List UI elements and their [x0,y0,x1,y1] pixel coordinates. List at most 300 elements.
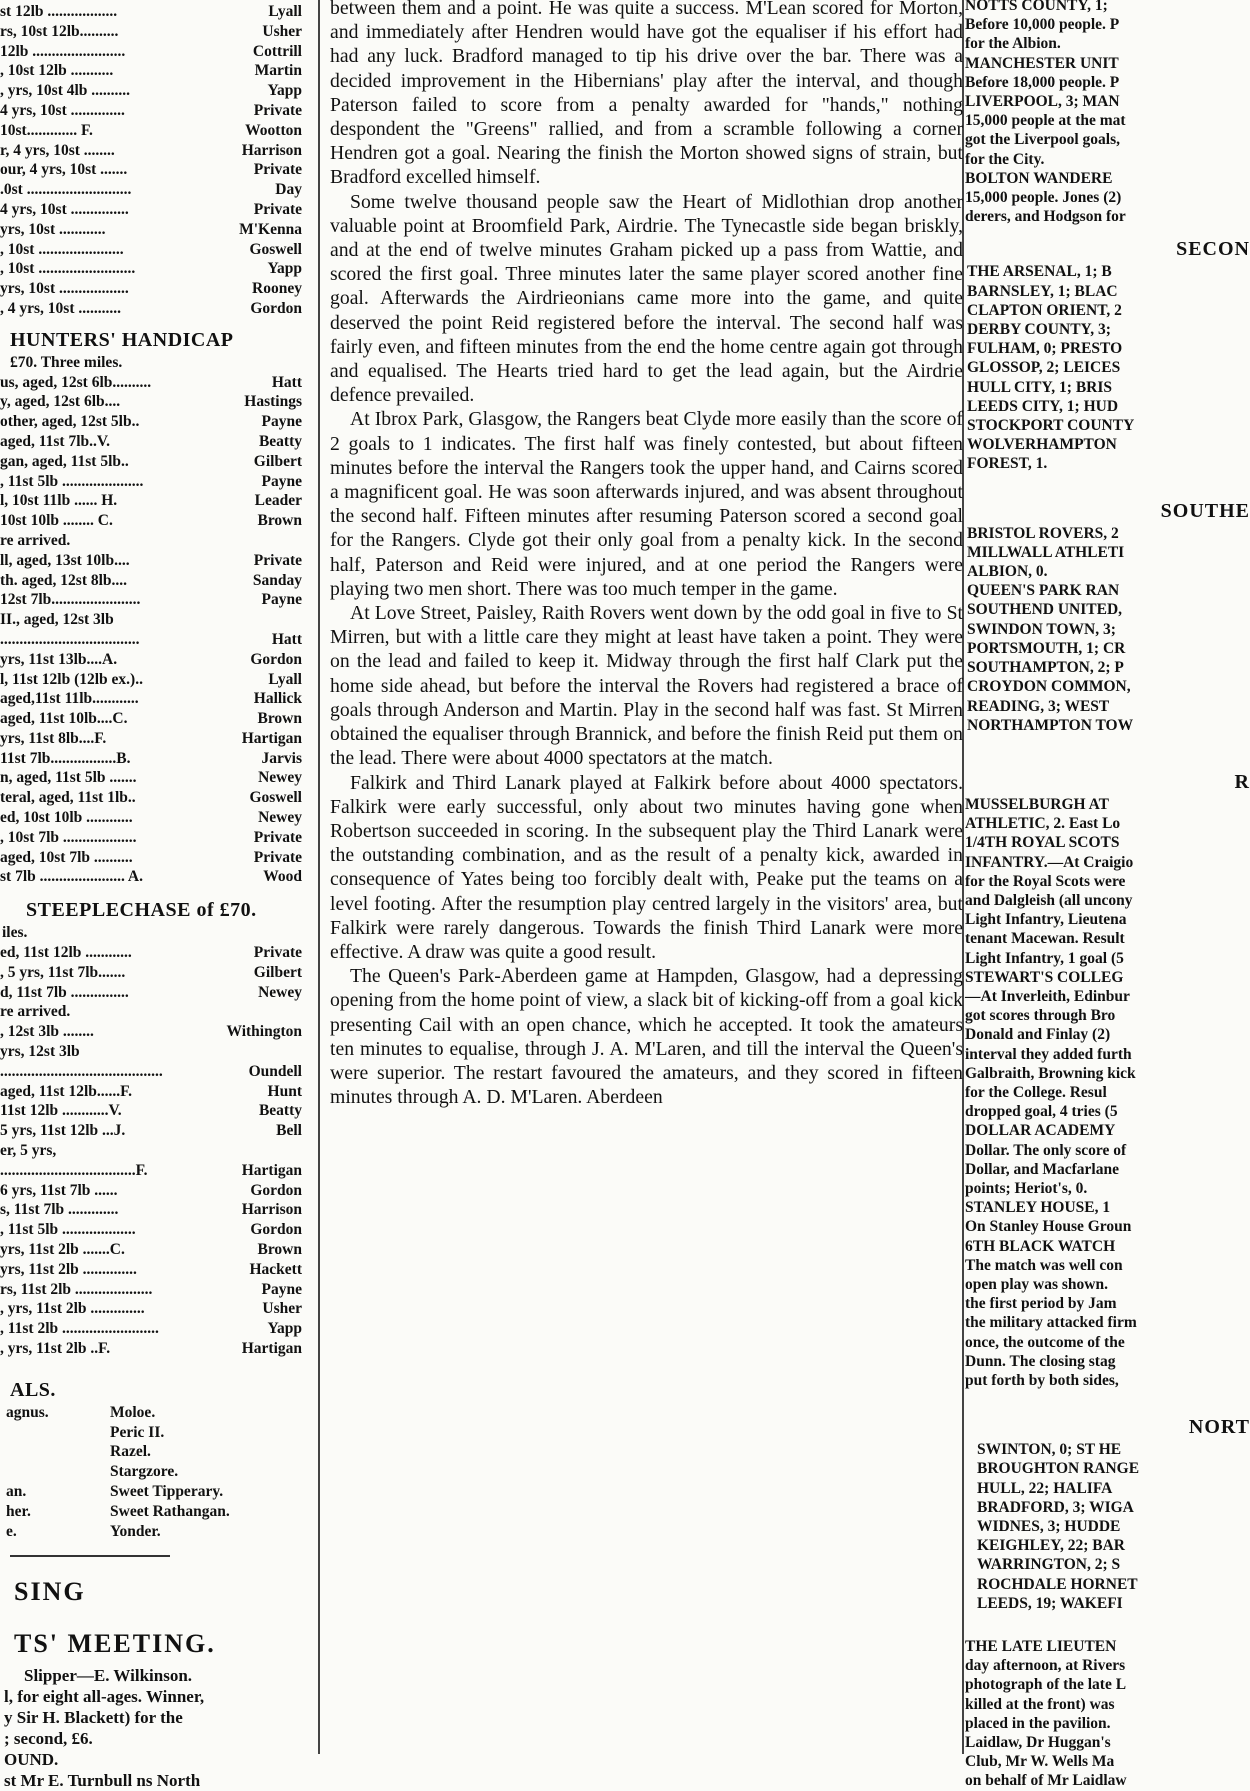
result-line: and Dalgleish (all uncony [965,891,1133,909]
entry-horse: re arrived. [0,531,71,549]
entry-row [0,240,310,260]
entry-row [0,670,310,690]
result-line: the first period by Jam [965,1295,1117,1313]
entry-row [0,1240,310,1260]
hunters-handicap-title: HUNTERS' HANDICAP [10,328,234,351]
column-rule-left [318,0,320,1754]
entry-row [0,180,310,200]
steeplechase-sub: iles. [2,924,28,942]
als-row [0,1423,310,1443]
entry-horse: us, aged, 12st 6lb.......... [0,373,152,391]
entry-rider: Jarvis [261,749,302,767]
rugby-heading: R [1234,770,1250,793]
result-line: points; Heriot's, 0. [965,1179,1088,1197]
entry-row [0,808,310,828]
entry-horse: er, 5 yrs, [0,1142,57,1160]
result-line: FOREST, 1. [967,455,1048,473]
result-line: dropped goal, 4 tries (5 [965,1103,1118,1121]
result-line: STANLEY HOUSE, 1 [965,1199,1111,1217]
entry-row [0,1260,310,1280]
entry-rider: Goswell [249,240,302,258]
entry-row [0,220,310,240]
entry-rider: Hartigan [241,1161,302,1179]
entry-row [0,749,310,769]
entry-rider: Gordon [250,1221,302,1239]
entry-rider: Yapp [267,1320,302,1338]
entry-row [0,610,310,630]
entry-rider: Day [275,181,302,199]
entry-horse: , 10st 12lb ........... [0,62,114,80]
entry-rider: Payne [261,1280,302,1298]
meeting-line: ; second, £6. [4,1729,93,1749]
als-row [0,1403,310,1423]
entry-row [0,1042,310,1062]
result-line: LEEDS, 19; WAKEFI [977,1594,1123,1612]
result-line: PORTSMOUTH, 1; CR [967,639,1126,657]
als-left [0,1462,110,1482]
meeting-line: l, for eight all-ages. Winner, [4,1687,205,1707]
als-right: Sweet Rathangan. [110,1502,230,1520]
result-line: put forth by both sides, [965,1372,1119,1389]
als-row [0,1522,310,1542]
entry-horse: yrs, 11st 2lb .......C. [0,1241,125,1259]
entry-rider: Gordon [250,650,302,668]
entry-horse: y, aged, 12st 6lb.... [0,393,121,411]
result-line: INFANTRY.—At Craigio [965,853,1134,871]
entry-rider: Usher [262,22,302,40]
entry-horse: .0st ........................... [0,181,132,199]
entry-horse: yrs, 11st 2lb .............. [0,1260,137,1278]
als-row [0,1482,310,1502]
entry-rider: Payne [261,591,302,609]
entry-rider: Newey [258,983,302,1001]
entry-rider: Sanday [252,571,302,589]
entry-rider [298,610,302,630]
entry-horse: 12st 7lb....................... [0,591,141,609]
result-line: LIVERPOOL, 3; MAN [965,93,1120,111]
result-line: ATHLETIC, 2. East Lo [965,815,1121,833]
entry-rider: Wood [263,868,302,886]
entry-row [0,42,310,62]
entry-rider: Hallick [253,690,302,708]
entries-block-3 [0,943,310,1359]
result-line: Dunn. The closing stag [965,1352,1116,1370]
result-line: Before 10,000 people. P [965,16,1120,34]
entries-block-2 [0,373,310,888]
entry-row [0,1161,310,1181]
result-line: Light Infantry, Lieutena [965,911,1127,929]
entry-horse: ed, 10st 10lb ............ [0,809,133,827]
steeplechase-title: STEEPLECHASE of £70. [26,899,257,922]
southern-league-results [965,524,1250,735]
entry-horse: st 12lb .................. [0,3,118,20]
als-row [0,1502,310,1522]
meeting-heading: TS' MEETING. [14,1629,216,1659]
als-right: Yonder. [110,1522,161,1540]
entry-row [0,61,310,81]
entry-rider: Harrison [241,141,302,159]
result-line: the military attacked firm [965,1314,1137,1332]
result-line: MANCHESTER UNIT [965,54,1119,72]
entry-row [0,1299,310,1319]
entry-horse: r, 4 yrs, 10st ........ [0,141,115,159]
meeting-line: st Mr E. Turnbull ns North [4,1771,201,1791]
entry-rider: Hunt [267,1082,302,1100]
result-line: HULL CITY, 1; BRIS [967,378,1113,396]
article-paragraph: Falkirk and Third Lanark played at Falkirk before about 4000 spectators. Falkirk were early successful, only about two minutes having gone when Robertson succeeded in scoring. In the subsequent play the Third Lanark were the outstanding combination, and as the result of a penalty kick, awarded in consequence of Yates being too forcibly dealt with, Peake put the teams on a level footing. After the resumption play centred largely in the visitors' area, but Falkirk were rarely dangerous. Towards the finish Third Lanark were more effective. A draw was quite a good result. [330,771,963,963]
entry-row [0,101,310,121]
entries-block-1 [0,2,310,319]
entry-horse: aged,11st 11lb............ [0,690,139,708]
entry-row [0,689,310,709]
result-line: SOUTHAMPTON, 2; P [967,659,1124,677]
result-line: NORTHAMPTON TOW [967,716,1134,734]
entry-rider: Wootton [245,121,302,139]
entry-rider: Yapp [267,82,302,100]
entry-horse: th. aged, 12st 8lb.... [0,571,128,589]
divider [10,1555,170,1557]
entry-row [0,1082,310,1102]
entry-rider: Hartigan [241,1340,302,1357]
entry-horse: ll, aged, 13st 10lb.... [0,551,130,569]
result-line: 15,000 people at the mat [965,112,1126,130]
entry-horse: 5 yrs, 11st 12lb ...J. [0,1122,126,1140]
entry-rider: Private [253,944,302,962]
entry-row [0,200,310,220]
entry-row [0,867,310,887]
entry-horse: , 11st 5lb ..................... [0,472,144,490]
entry-row [0,729,310,749]
entry-rider: M'Kenna [239,220,302,238]
entry-row [0,392,310,412]
entry-horse: aged, 11st 7lb..V. [0,432,110,450]
als-left: agnus. [6,1403,49,1421]
entry-row [0,22,310,42]
entry-horse: , yrs, 11st 2lb ..F. [0,1340,111,1357]
entry-rider: Hackett [249,1260,302,1278]
result-line: THE ARSENAL, 1; B [967,263,1112,281]
result-line: ROCHDALE HORNET [977,1575,1138,1593]
entry-row [0,630,310,650]
entry-horse: , 10st ......................... [0,260,136,278]
als-title: ALS. [10,1378,56,1401]
result-line: STEWART'S COLLEG [965,968,1124,986]
result-line: interval they added furth [965,1045,1132,1063]
als-right: Sweet Tipperary. [110,1482,224,1500]
result-line: BRADFORD, 3; WIGA [977,1498,1134,1516]
result-line: BARNSLEY, 1; BLAC [967,282,1118,300]
result-line: DERBY COUNTY, 3; [967,321,1111,339]
als-right: Peric II. [110,1423,165,1441]
entry-row [0,491,310,511]
result-line: got scores through Bro [965,1007,1116,1025]
article-paragraph: Some twelve thousand people saw the Heart of Midlothian drop another valuable point at Broomfield Park, Airdrie. The Tynecastle side began briskly, and at the end of twelve minutes Graham picked up a pass from Wattie, and scored the first goal. Three minutes later the same player scored another fine goal. Afterwards the Airdrieonians came more into the game, and quite deserved the point Reid registered before the interval. The second half was fairly even, and fifteen minutes from the end the home centre again got through and equalised. The Hearts tried hard to get the lead again, but the Airdrie defence prevailed. [330,190,963,407]
entry-row [0,788,310,808]
entry-horse: aged, 11st 12lb......F. [0,1082,133,1100]
entry-rider: Private [253,551,302,569]
entry-horse: yrs, 11st 8lb....F. [0,729,107,747]
als-left: an. [6,1482,27,1500]
meeting-line: y Sir H. Blackett) for the [4,1708,183,1728]
entry-horse: rs, 10st 12lb.......... [0,22,119,40]
entry-rider: Cottrill [252,42,302,60]
entry-horse: re arrived. [0,1003,71,1021]
entry-row [0,160,310,180]
result-line: CROYDON COMMON, [967,678,1131,696]
entry-horse: 11st 7lb.................B. [0,749,131,767]
entry-horse: 6 yrs, 11st 7lb ...... [0,1181,118,1199]
entry-horse: ed, 11st 12lb ............ [0,944,132,962]
entry-horse: 10st............. F. [0,121,93,139]
entry-horse: l, 10st 11lb ...... H. [0,492,118,510]
entry-row [0,1220,310,1240]
entry-rider: Goswell [249,789,302,807]
result-line: On Stanley House Groun [965,1218,1132,1236]
entry-rider: Hatt [271,630,302,648]
southern-league-heading: SOUTHE [1160,499,1250,522]
entry-rider: Private [253,161,302,179]
entry-horse: .......................................... [0,1062,163,1080]
entry-rider: Lyall [268,670,302,688]
als-row [0,1462,310,1482]
result-line: WARRINGTON, 2; S [977,1556,1121,1574]
entry-row [0,1141,310,1161]
entry-row [0,472,310,492]
result-line: THE LATE LIEUTEN [965,1638,1117,1656]
result-line: photograph of the late L [965,1676,1127,1694]
entry-horse: 4 yrs, 10st ............... [0,200,129,218]
entry-horse: , 10st 7lb ................... [0,828,137,846]
entry-row [0,571,310,591]
entry-rider [298,1002,302,1022]
result-line: BOLTON WANDERE [965,169,1113,187]
entry-horse: ...................................F. [0,1161,148,1179]
result-line: BRISTOL ROVERS, 2 [967,524,1119,542]
entry-rider: Hastings [244,393,302,411]
entry-rider: Brown [257,512,302,530]
entry-horse: II., aged, 12st 3lb [0,611,114,629]
entry-row [0,1319,310,1339]
result-line: Laidlaw, Dr Huggan's [965,1734,1111,1752]
rugby-reports [965,795,1250,1390]
result-line: Club, Mr W. Wells Ma [965,1753,1115,1771]
entry-horse: yrs, 11st 13lb....A. [0,650,118,668]
entry-rider: Hatt [271,373,302,391]
entry-horse: l, 11st 12lb (12lb ex.).. [0,670,143,688]
result-line: HULL, 22; HALIFA [977,1479,1113,1497]
entry-row [0,1280,310,1300]
entry-row [0,828,310,848]
entry-horse: teral, aged, 11st 1lb.. [0,789,136,807]
entry-row [0,299,310,319]
entry-horse: , 5 yrs, 11st 7lb....... [0,963,126,981]
entry-row [0,1022,310,1042]
entry-rider: Usher [262,1300,302,1318]
result-line: day afternoon, at Rivers [965,1657,1126,1675]
entry-horse: , 4 yrs, 10st ........... [0,299,121,317]
entry-rider: Bell [276,1122,302,1140]
entry-rider: Newey [258,809,302,827]
entry-row [0,590,310,610]
entry-horse: yrs, 12st 3lb [0,1043,80,1061]
entry-row [0,1002,310,1022]
result-line: MUSSELBURGH AT [965,795,1109,813]
entry-row [0,709,310,729]
late-lieutenant-notice [965,1637,1250,1791]
result-line: Dollar, and Macfarlane [965,1160,1119,1178]
result-line: 1/4TH ROYAL SCOTS [965,834,1120,852]
second-division-heading: SECON [1176,238,1250,261]
entry-rider [298,1042,302,1062]
als-left [0,1442,110,1462]
entry-row [0,412,310,432]
entry-horse: rs, 11st 2lb .................... [0,1280,153,1298]
result-line: Galbraith, Browning kick [965,1064,1136,1082]
result-line: once, the outcome of the [965,1333,1125,1351]
entry-rider: Private [253,101,302,119]
result-line: SWINDON TOWN, 3; [967,620,1116,638]
entry-horse: 11st 12lb ............V. [0,1102,122,1120]
meeting-line: Slipper—E. Wilkinson. [24,1666,193,1686]
result-line: tenant Macewan. Result [965,930,1125,948]
entry-horse: , 10st ...................... [0,240,124,258]
entry-horse: .................................... [0,630,140,648]
entry-row [0,452,310,472]
result-line: got the Liverpool goals, [965,131,1120,149]
entry-horse: st 7lb ...................... A. [0,868,143,886]
entry-rider: Private [253,200,302,218]
entry-rider: Gordon [250,299,302,317]
entry-rider: Beatty [258,1102,302,1120]
entry-horse: 10st 10lb ........ C. [0,512,113,530]
entry-rider: Beatty [258,432,302,450]
als-right: Moloe. [110,1403,156,1421]
entry-rider: Withington [226,1023,302,1041]
meeting-line: OUND. [4,1750,59,1770]
entry-rider: Martin [254,62,302,80]
als-list [0,1403,310,1542]
result-line: SWINTON, 0; ST HE [977,1441,1122,1459]
result-line: FULHAM, 0; PRESTO [967,340,1123,358]
entry-rider: Payne [261,472,302,490]
result-line: for the City. [965,150,1045,168]
right-column [965,0,1250,1791]
entry-rider: Private [253,828,302,846]
result-line: Dollar. The only score of [965,1141,1127,1159]
article-paragraph: The Queen's Park-Aberdeen game at Hampden, Glasgow, had a depressing opening from the home point of view, a slack bit of kicking-off from a goal kick presenting Cail with an open chance, which he accepted. It took the amateurs ten minutes to equalise, through J. A. M'Laren, and till the interval the Queen's were superior. The restart favoured the amateurs, and they scored in fifteen minutes through A. D. M'Laren. Aberdeen [330,965,963,1109]
entry-horse: , 12st 3lb ........ [0,1023,94,1041]
entry-row [0,1339,310,1359]
entry-horse: , yrs, 10st 4lb .......... [0,82,131,100]
entry-row [0,1200,310,1220]
entry-row [0,121,310,141]
entry-rider: Gilbert [253,452,302,470]
entry-rider: Hartigan [241,729,302,747]
entry-horse: d, 11st 7lb ............... [0,983,129,1001]
als-right: Razel. [110,1443,151,1461]
entry-horse: 4 yrs, 10st .............. [0,101,125,119]
result-line: SOUTHEND UNITED, [967,601,1123,619]
article-paragraph: between them and a point. He was quite a success. M'Lean scored for Morton, and immediately after Hendren would have got the equaliser if his effort had had any luck. Bradford managed to tip his drive over the bar. There was a decided improvement in the Hibernians' play after the interval, and though Paterson failed to score from a penalty awarded for "hands," nothing despondent the "Greens" rallied, and from a scramble following a corner Hendren got a goal. Nearing the finish the Morton showed signs of strain, but Bradford excelled himself. [330,0,963,189]
result-line: placed in the pavilion. [965,1714,1111,1732]
entry-rider: Lyall [268,3,302,20]
entry-horse: , yrs, 11st 2lb .............. [0,1300,145,1318]
second-division-results [965,262,1250,473]
entry-row [0,983,310,1003]
result-line: 6TH BLACK WATCH [965,1237,1116,1255]
entry-rider: Yapp [267,260,302,278]
result-line: BROUGHTON RANGE [977,1460,1140,1478]
entry-row [0,259,310,279]
entry-row [0,1062,310,1082]
result-line: —At Inverleith, Edinbur [965,987,1130,1005]
entry-horse: our, 4 yrs, 10st ....... [0,161,128,179]
entry-row [0,373,310,393]
entry-row [0,1181,310,1201]
entry-horse: aged, 10st 7lb .......... [0,848,133,866]
result-line: Donald and Finlay (2) [965,1026,1111,1044]
entry-row [0,963,310,983]
als-row [0,1442,310,1462]
entry-row [0,551,310,571]
entry-row [0,511,310,531]
entry-rider: Payne [261,413,302,431]
result-line: open play was shown. [965,1275,1108,1293]
entry-rider: Brown [257,710,302,728]
als-left: e. [6,1522,17,1540]
entry-horse: gan, aged, 11st 5lb.. [0,452,129,470]
hunters-handicap-sub: £70. Three miles. [10,353,123,371]
als-left: her. [6,1502,31,1520]
result-line: KEIGHLEY, 22; BAR [977,1537,1125,1555]
northern-union-heading: NORT [1188,1416,1250,1439]
entry-horse: s, 11st 7lb ............. [0,1201,119,1219]
entry-row [0,2,310,22]
result-line: ALBION, 0. [967,563,1048,581]
result-line: LEEDS CITY, 1; HUD [967,397,1119,415]
result-line: MILLWALL ATHLETI [967,543,1125,561]
entry-row [0,432,310,452]
entry-row [0,279,310,299]
entry-horse: yrs, 10st ............ [0,220,106,238]
result-line: WOLVERHAMPTON [967,436,1117,454]
result-line: GLOSSOP, 2; LEICES [967,359,1121,377]
sing-heading: SING [14,1577,86,1607]
entry-row [0,81,310,101]
als-left [0,1423,110,1443]
entry-row [0,141,310,161]
entry-rider: Gilbert [253,963,302,981]
entry-rider: Gordon [250,1181,302,1199]
result-line: The match was well con [965,1256,1123,1274]
result-line: NOTTS COUNTY, 1; [965,0,1108,14]
entry-horse: , 11st 5lb ................... [0,1221,136,1239]
result-line: for the Royal Scots were [965,872,1126,890]
entry-horse: other, aged, 12st 5lb.. [0,413,140,431]
result-line: READING, 3; WEST [967,697,1110,715]
entry-horse: aged, 11st 10lb....C. [0,710,128,728]
northern-union-results [965,1440,1250,1613]
entry-horse: yrs, 10st .................. [0,280,129,298]
result-line: STOCKPORT COUNTY [967,417,1135,435]
entry-row [0,848,310,868]
entry-rider: Oundell [248,1062,302,1080]
als-right: Stargzore. [110,1463,179,1481]
entry-rider: Rooney [252,280,302,298]
entry-row [0,1101,310,1121]
entry-horse: 12lb ........................ [0,42,126,60]
entry-row [0,1121,310,1141]
